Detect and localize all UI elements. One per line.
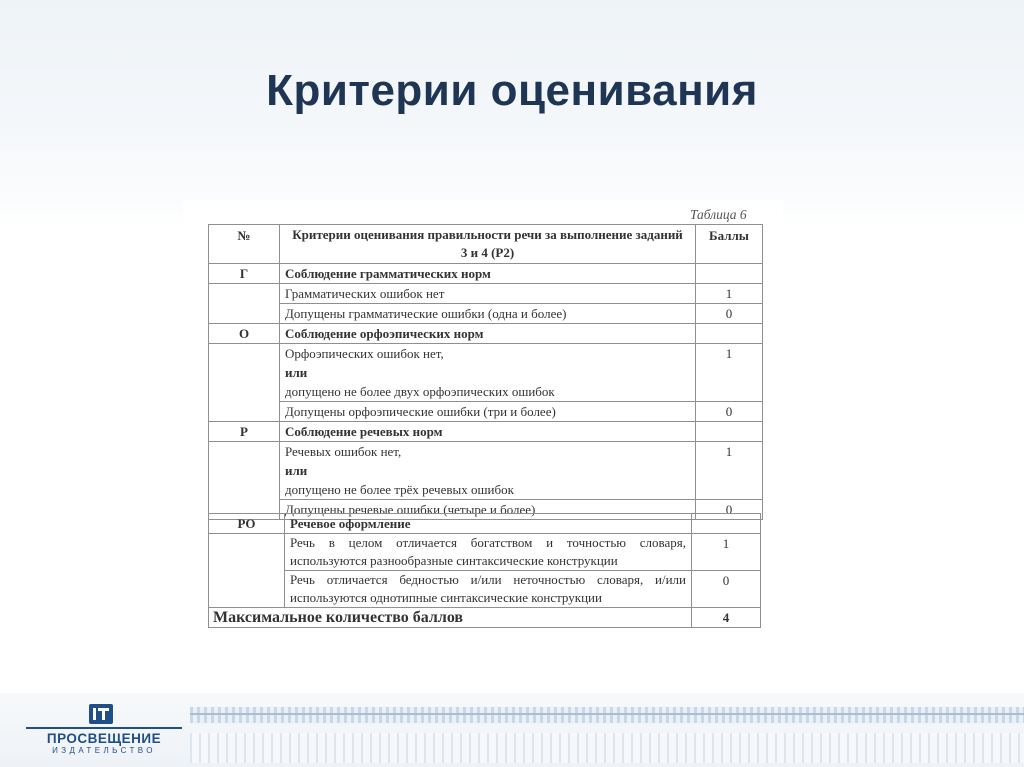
score-value: 1 [725, 444, 733, 459]
table-row [209, 534, 761, 571]
table-row [209, 571, 761, 608]
publisher-subtitle: ИЗДАТЕЛЬСТВО [52, 746, 156, 755]
total-score: 4 [722, 610, 730, 625]
section-row-o [209, 324, 763, 344]
section-row-r [209, 422, 763, 442]
table-header-row [209, 225, 763, 264]
score-value: 0 [725, 502, 733, 517]
table-row [209, 284, 763, 304]
table-caption: Таблица 6 [690, 207, 747, 222]
table-row [209, 442, 763, 500]
score-value: 0 [722, 573, 730, 588]
criteria-table [208, 224, 763, 520]
criterion-text: Речь в целом отличается богатством и точностью словаря, используются разнообразные синтаксические конструкции [290, 535, 686, 568]
header-num: № [237, 228, 251, 243]
score-value: 1 [725, 286, 733, 301]
criterion-or: или [285, 365, 308, 380]
section-title: Соблюдение орфоэпических норм [285, 326, 484, 341]
table-row [209, 304, 763, 324]
publisher-name: ПРОСВЕЩЕНИЕ [26, 727, 182, 746]
table-row [209, 344, 763, 402]
section-title: Соблюдение грамматических норм [285, 266, 491, 281]
criterion-text: Допущены речевые ошибки (четыре и более) [285, 502, 536, 517]
criterion-text: допущено не более трёх речевых ошибок [285, 482, 514, 497]
footer-stripe-line [190, 713, 1024, 715]
score-value: 0 [725, 306, 733, 321]
slide-title: Критерии оценивания [266, 66, 758, 115]
table-row [209, 402, 763, 422]
criterion-text: Речь отличается бедностью и/или неточностью словаря, и/или используются однотипные синтаксические конструкции [290, 572, 686, 605]
footer-stripe [190, 707, 1024, 723]
section-row-ro [209, 514, 761, 534]
criteria-table-continued [208, 513, 761, 628]
criterion-text: Грамматических ошибок нет [285, 286, 445, 301]
criterion-text: Орфоэпических ошибок нет, [285, 346, 444, 361]
section-code: Р [240, 424, 248, 439]
section-code: РО [237, 516, 256, 531]
section-code: О [238, 326, 250, 341]
score-value: 1 [725, 346, 733, 361]
section-row-g [209, 264, 763, 284]
total-row [209, 608, 761, 628]
criterion-or: или [285, 463, 308, 478]
criterion-text: Допущены грамматические ошибки (одна и более) [285, 306, 567, 321]
footer-stripe-lower [190, 733, 1024, 763]
total-label: Максимальное количество баллов [213, 609, 464, 626]
score-value: 0 [725, 404, 733, 419]
section-title: Речевое оформление [290, 516, 411, 531]
header-score: Баллы [709, 228, 749, 243]
criterion-text: допущено не более двух орфоэпических ошибок [285, 384, 555, 399]
section-code: Г [239, 266, 249, 281]
criterion-text: Речевых ошибок нет, [285, 444, 402, 459]
criterion-text: Допущены орфоэпические ошибки (три и более) [285, 404, 556, 419]
section-title: Соблюдение речевых норм [285, 424, 443, 439]
header-criteria: Критерии оценивания правильности речи за выполнение заданий 3 и 4 (Р2) [292, 227, 683, 260]
score-value: 1 [722, 536, 730, 551]
publisher-emblem-icon [88, 703, 114, 725]
